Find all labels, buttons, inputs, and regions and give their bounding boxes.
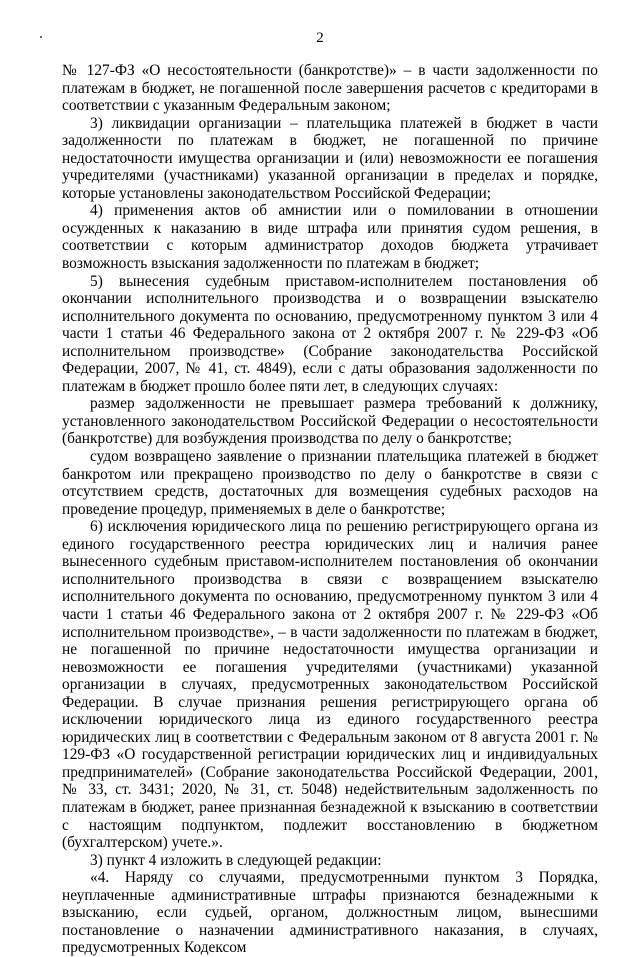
page-number: 2	[316, 30, 324, 46]
paragraph-item-5: 5) вынесения судебным приставом-исполнителем постановления об окончании исполнительного производства и о возвращении взыскателю исполнительного документа по основанию, предусмотренному пунктом 3 или 4 части 1 статьи 46 Федерального закона от 2 октября 2007 г. № 229-ФЗ «Об исполнительном производстве» (Собрание законодательства Российской Федерации, 2007, № 41, ст. 4849), если с даты образования задолженности по платежам в бюджет прошло более пяти лет, в следующих случаях:	[62, 272, 598, 395]
paragraph-continuation: № 127-ФЗ «О несостоятельности (банкротстве)» – в части задолженности по платежам в бюджет, не погашенной после завершения расчетов с кредиторами в соответствии с указанным Федеральным законом;	[62, 62, 598, 115]
paragraph-amendment-text: «4. Наряду со случаями, предусмотренными пунктом 3 Порядка, неуплаченные административные штрафы признаются безнадежными к взысканию, если судьей, органом, должностным лицом, вынесшими постановление о назначении административного наказания, в случаях, предусмотренных Кодексом	[62, 869, 598, 957]
document-body	[62, 62, 598, 957]
paragraph-case-2: судом возвращено заявление о признании плательщика платежей в бюджет банкротом или прекращено производство по делу о банкротстве в связи с отсутствием средств, достаточных для возмещения судебных расходов на проведение процедур, применяемых в деле о банкротстве;	[62, 448, 598, 518]
paragraph-item-6: 6) исключения юридического лица по решению регистрирующего органа из единого государственного реестра юридических лиц и наличия ранее вынесенного судебным приставом-исполнителем постановления об окончании исполнительного производства в связи с возвращением взыскателю исполнительного документа по основанию, предусмотренному пунктом 3 или 4 части 1 статьи 46 Федерального закона от 2 октября 2007 г. № 229-ФЗ «Об исполнительном производстве», – в части задолженности по платежам в бюджет, не погашенной по причине недостаточности имущества организации и невозможности ее погашения учредителями (участниками) указанной организации в случаях, предусмотренных законодательством Российской Федерации. В случае признания решения регистрирующего органа об исключении юридического лица из единого государственного реестра юридических лиц в соответствии с Федеральным законом от 8 августа 2001 г. № 129-ФЗ «О государственной регистрации юридических лиц и индивидуальных предпринимателей» (Собрание законодательства Российской Федерации, 2001, № 33, ст. 3431; 2020, № 31, ст. 5048) недействительным задолженность по платежам в бюджет, ранее признанная безнадежной к взысканию в соответствии с настоящим подпунктом, подлежит восстановлению в бюджетном (бухгалтерском) учете.».	[62, 518, 598, 852]
paragraph-item-3: 3) ликвидации организации – плательщика платежей в бюджет в части задолженности по платежам в бюджет, не погашенной по причине недостаточности имущества организации и (или) невозможности ее погашения учредителями (участниками) указанной организации в пределах и порядке, которые установлены законодательством Российской Федерации;	[62, 114, 598, 202]
paragraph-amendment-heading: 3) пункт 4 изложить в следующей редакции:	[90, 851, 382, 869]
paragraph-item-4: 4) применения актов об амнистии или о помиловании в отношении осужденных к наказанию в виде штрафа или принятия судом решения, в соответствии с которым администратор доходов бюджета утрачивает возможность взыскания задолженности по платежам в бюджет;	[62, 202, 598, 273]
paragraph-case-1: размер задолженности не превышает размера требований к должнику, установленного законодательством Российской Федерации о несостоятельности (банкротстве) для возбуждения производства по делу о банкротстве;	[62, 395, 598, 448]
